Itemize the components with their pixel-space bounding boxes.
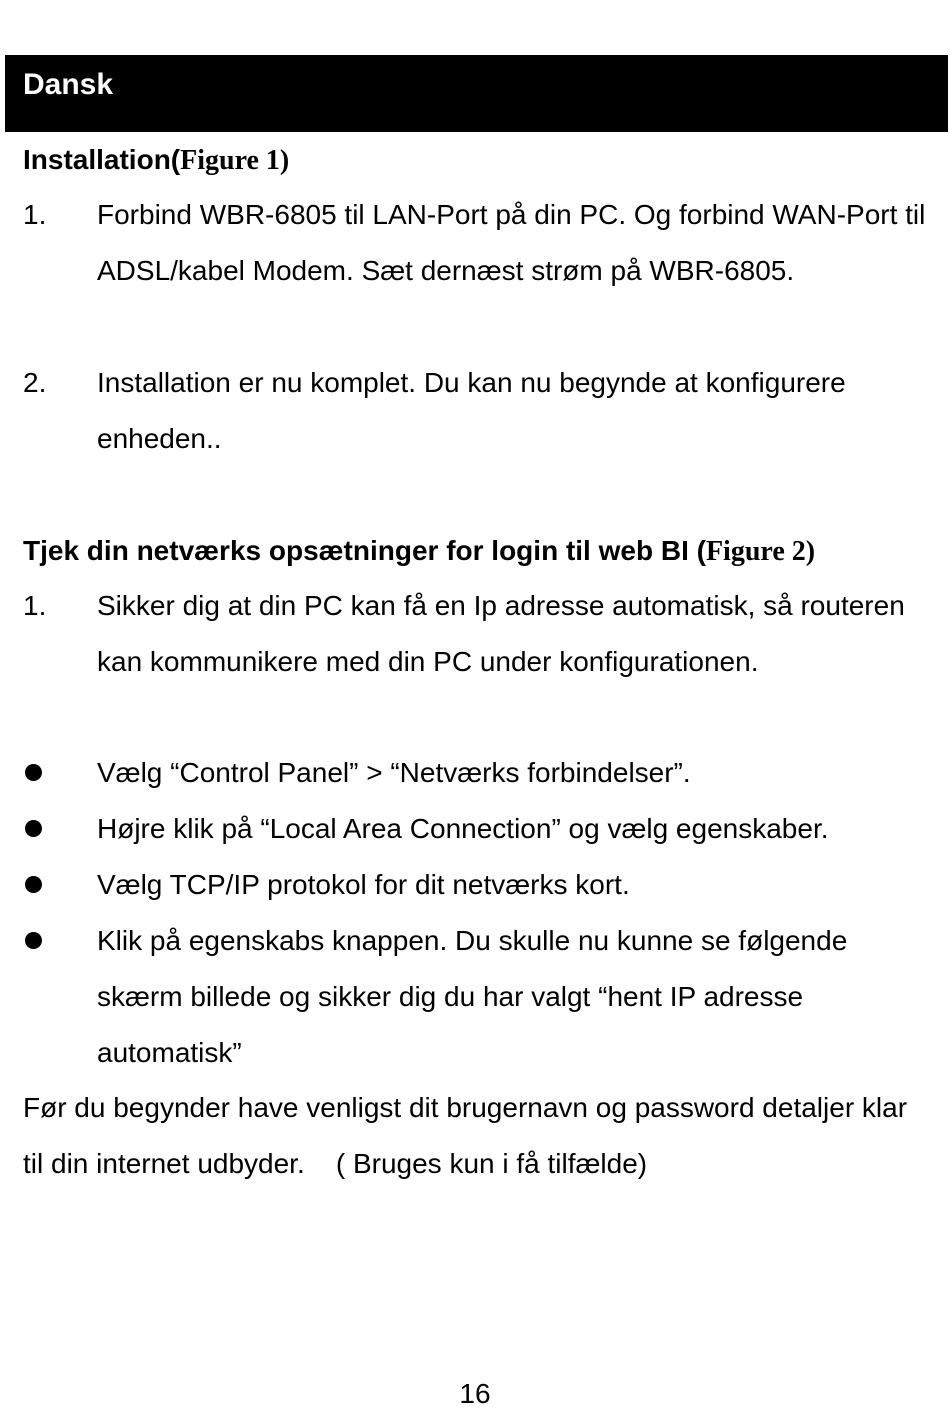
installation-heading: [23, 142, 289, 179]
bullet-dot-icon: [25, 876, 42, 893]
bullet-item-text: Vælg TCP/IP protokol for dit netværks kort.: [97, 869, 630, 900]
bullet-item-text: Højre klik på “Local Area Connection” og vælg egenskaber.: [97, 813, 829, 844]
installation-figure-ref: Figure 1): [180, 145, 290, 176]
bullet-item-text: Vælg “Control Panel” > “Netværks forbindelser”.: [97, 757, 691, 788]
list-item-text: Sikker dig at din PC kan få en Ip adresse automatisk, så routeren kan kommunikere med din PC under konfigurationen.: [97, 590, 905, 677]
page-number: 16: [459, 1378, 491, 1409]
installation-heading-text: Installation(: [23, 144, 181, 175]
network-settings-heading-text: Tjek din netværks opsætninger for login til web BI (: [23, 535, 706, 566]
bullet-item: [23, 857, 933, 913]
bullet-item: [23, 913, 933, 1081]
bullet-dot-icon: [25, 764, 42, 781]
list-item: [23, 187, 933, 299]
list-number: 2.: [23, 367, 47, 398]
list-item-text: Forbind WBR-6805 til LAN-Port på din PC. Og forbind WAN-Port til ADSL/kabel Modem. Sæt dernæst strøm på WBR-6805.: [97, 199, 926, 286]
list-number: 1.: [23, 590, 47, 621]
bullet-item: [23, 801, 933, 857]
bullet-item-text: Klik på egenskabs knappen. Du skulle nu kunne se følgende skærm billede og sikker dig du har valgt “hent IP adresse automatisk”: [97, 925, 848, 1068]
bullet-dot-icon: [25, 932, 42, 949]
language-header-bar: [5, 55, 948, 132]
list-item: [23, 578, 933, 690]
network-settings-figure-ref: Figure 2): [705, 536, 816, 567]
isp-note-paragraph: Før du begynder have venligst dit brugernavn og password detaljer klar til din internet udbyder. ( Bruges kun i få tilfælde): [23, 1092, 908, 1179]
network-settings-heading: [23, 533, 815, 570]
bullet-item: [23, 745, 933, 801]
bullet-dot-icon: [25, 820, 42, 837]
list-item-text: Installation er nu komplet. Du kan nu begynde at konfigurere enheden..: [97, 367, 846, 454]
list-item: [23, 355, 933, 467]
language-title: Dansk: [23, 68, 114, 101]
list-number: 1.: [23, 199, 47, 230]
